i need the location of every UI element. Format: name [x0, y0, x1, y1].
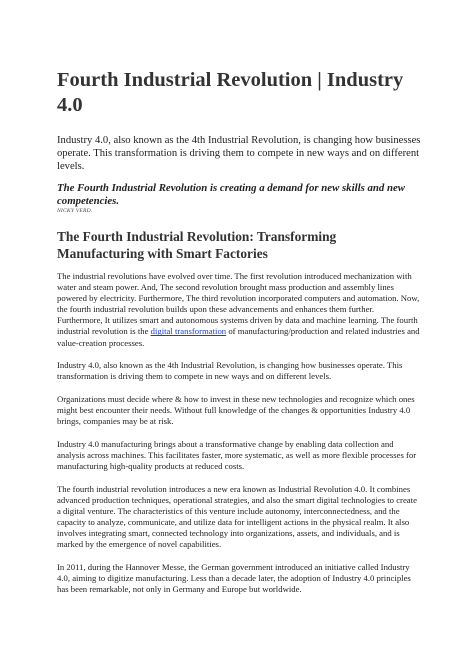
document-page [57, 68, 421, 595]
paragraph-industry-40: Industry 4.0, also known as the 4th Industrial Revolution, is changing how businesses operate. This transformation is driving them to compete in new ways and on different levels. [57, 360, 403, 382]
section-heading: The Fourth Industrial Revolution: Transforming Manufacturing with Smart Factories [57, 228, 337, 261]
paragraph-evolution-text: The industrial revolutions have evolved over time. The first revolution introduced mechanization with water and steam power. And, The second revolution brought mass production and assembly lines powered by electricity. Furthermore, The third revolution incorporated computers and automation. Now, the fourth industrial revolution builds upon these advancements and enhances them further. Furthermore, It utilizes smart and autonomous systems driven by data and machine learning. The fourth industrial revolution is the [57, 270, 420, 337]
paragraph-manufacturing: Industry 4.0 manufacturing brings about a transformative change by enabling data collection and analysis across machines. This facilitates faster, more systematic, as well as more flexible processes for manufacturing high-quality products at reduced costs. [57, 438, 417, 472]
paragraph-organizations: Organizations must decide where & how to invest in these new technologies and recognize which ones might best encounter their needs. Without full knowledge of the changes & opportunities Industry 4.0 brings, companies may be at risk. [57, 394, 415, 427]
pull-quote: The Fourth Industrial Revolution is creating a demand for new skills and new competencies. [57, 182, 405, 208]
paragraph-hannover-messe: In 2011, during the Hannover Messe, the German government introduced an initiative called Industry 4.0, aiming to digitize manufacturing. Less than a decade later, the adoption of Industry 4.0 principles has been remarkable, not only in Germany and Europe but worldwide. [57, 561, 411, 595]
digital-transformation-link[interactable]: digital transformation [150, 326, 227, 337]
paragraph-new-era: The fourth industrial revolution introduces a new era known as Industrial Revolution 4.0. It combines advanced production techniques, operational strategies, and also the smart digital technologies to create a digital venture. The characteristics of this venture include autonomy, interconnectedness, and the capacity to analyze, communicate, and utilize data for intelligent actions in the physical realm. It also involves integrating smart, connected technology into organizations, assets, and individuals, and is marked by the emergence of novel capabilities. [57, 483, 417, 550]
paragraph-evolution-text-end: of manufacturing/production and related industries and value-creation processes. [57, 326, 420, 348]
intro-paragraph: Industry 4.0, also known as the 4th Industrial Revolution, is changing how businesses operate. This transformation is driving them to compete in new ways and on different levels. [57, 135, 421, 172]
page-title: Fourth Industrial Revolution | Industry 4.0 [57, 69, 404, 116]
quote-author: NICKY VERD. [57, 207, 93, 214]
paragraph-evolution [57, 271, 421, 349]
